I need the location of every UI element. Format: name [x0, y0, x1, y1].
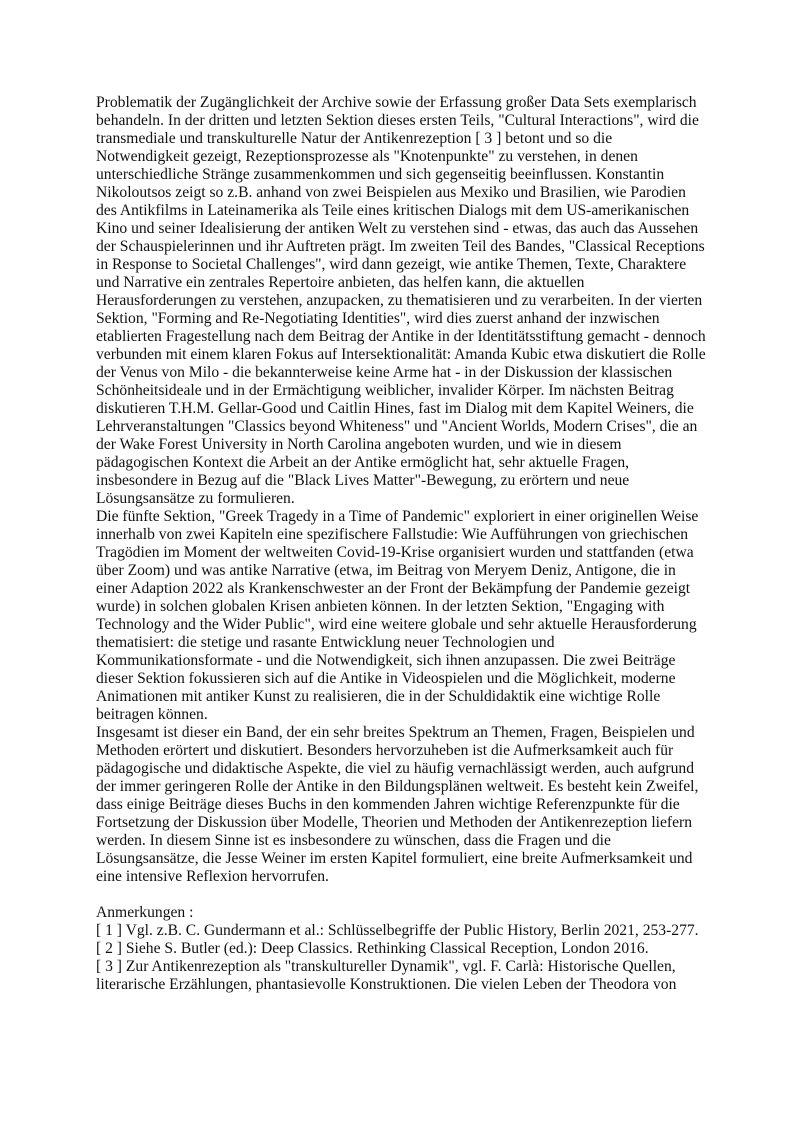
body-paragraph-1: Problematik der Zugänglichkeit der Archive sowie der Erfassung großer Data Sets exemplarisch behandeln. In der dritten und letzten Sektion dieses ersten Teils, "Cultural Interactions", wird die transmediale und transkulturelle Natur der Antikenrezeption [ 3 ] betont und so die Notwendigkeit gezeigt, Rezeptionsprozesse als "Knotenpunkte" zu verstehen, in denen unterschiedliche Stränge zusammenkommen und sich gegenseitig beeinflussen. Konstantin Nikoloutsos zeigt so z.B. anhand von zwei Beispielen aus Mexiko und Brasilien, wie Parodien des Antikfilms in Lateinamerika als Teile eines kritischen Dialogs mit dem US-amerikanischen Kino und seiner Idealisierung der antiken Welt zu verstehen sind - etwas, das auch das Aussehen der Schauspielerinnen und ihr Auftreten prägt. Im zweiten Teil des Bandes, "Classical Receptions in Response to Societal Challenges", wird dann gezeigt, wie antike Themen, Texte, Charaktere und Narrative ein zentrales Repertoire anbieten, das helfen kann, die aktuellen Herausforderungen zu verstehen, anzupacken, zu thematisieren und zu verarbeiten. In der vierten Sektion, "Forming and Re-Negotiating Identities", wird dies zuerst anhand der inzwischen etablierten Fragestellung nach dem Beitrag der Antike in der Identitätsstiftung gemacht - dennoch verbunden mit einem klaren Fokus auf Intersektionalität: Amanda Kubic etwa diskutiert die Rolle der Venus von Milo - die bekannterweise keine Arme hat - in der Diskussion der klassischen Schönheitsideale und in der Ermächtigung weiblicher, invalider Körper. Im nächsten Beitrag diskutieren T.H.M. Gellar-Good und Caitlin Hines, fast im Dialog mit dem Kapitel Weiners, die Lehrveranstaltungen "Classics beyond Whiteness" und "Ancient Worlds, Modern Crises", die an der Wake Forest University in North Carolina angeboten wurden, und wie in diesem pädagogischen Kontext die Arbeit an der Antike ermöglicht hat, sehr aktuelle Fragen, insbesondere in Bezug auf die "Black Lives Matter"-Bewegung, zu erörtern und neue Lösungsansätze zu formulieren. [96, 94, 706, 507]
footnote-3: [ 3 ] Zur Antikenrezeption als "transkultureller Dynamik", vgl. F. Carlà: Historische Quellen, literarische Erzählungen, phantasievolle Konstruktionen. Die vielen Leben der Theodora von [96, 958, 677, 993]
document-page [96, 94, 708, 994]
footnote-2: [ 2 ] Siehe S. Butler (ed.): Deep Classics. Rethinking Classical Reception, London 2016. [96, 940, 649, 957]
section-spacer [96, 886, 708, 904]
footnote-1: [ 1 ] Vgl. z.B. C. Gundermann et al.: Schlüsselbegriffe der Public History, Berlin 2021, 253-277. [96, 922, 699, 939]
body-paragraph-3: Insgesamt ist dieser ein Band, der ein sehr breites Spektrum an Themen, Fragen, Beispielen und Methoden erörtert und diskutiert. Besonders hervorzuheben ist die Aufmerksamkeit auch für pädagogische und didaktische Aspekte, die viel zu häufig vernachlässigt werden, auch aufgrund der immer geringeren Rolle der Antike in den Bildungsplänen weltweit. Es besteht kein Zweifel, dass einige Beiträge dieses Buchs in den kommenden Jahren wichtige Referenzpunkte für die Fortsetzung der Diskussion über Modelle, Theorien und Methoden der Antikenrezeption liefern werden. In diesem Sinne ist es insbesondere zu wünschen, dass die Fragen und die Lösungsansätze, die Jesse Weiner im ersten Kapitel formuliert, eine breite Aufmerksamkeit und eine intensive Reflexion hervorrufen. [96, 724, 699, 885]
notes-heading: Anmerkungen : [96, 904, 194, 921]
body-paragraph-2: Die fünfte Sektion, "Greek Tragedy in a Time of Pandemic" exploriert in einer originellen Weise innerhalb von zwei Kapiteln eine spezifischere Fallstudie: Wie Aufführungen von griechischen Tragödien im Moment der weltweiten Covid-19-Krise organisiert wurden und stattfanden (etwa über Zoom) und was antike Narrative (etwa, im Beitrag von Meryem Deniz, Antigone, die in einer Adaption 2022 als Krankenschwester an der Front der Bekämpfung der Pandemie gezeigt wurde) in solchen globalen Krisen anbieten können. In der letzten Sektion, "Engaging with Technology and the Wider Public", wird eine weitere globale und sehr aktuelle Herausforderung thematisiert: die stetige und rasante Entwicklung neuer Technologien und Kommunikationsformate - und die Notwendigkeit, sich ihnen anzupassen. Die zwei Beiträge dieser Sektion fokussieren sich auf die Antike in Videospielen und die Möglichkeit, moderne Animationen mit antiker Kunst zu realisieren, die in der Schuldidaktik eine wichtige Rolle beitragen können. [96, 508, 699, 723]
